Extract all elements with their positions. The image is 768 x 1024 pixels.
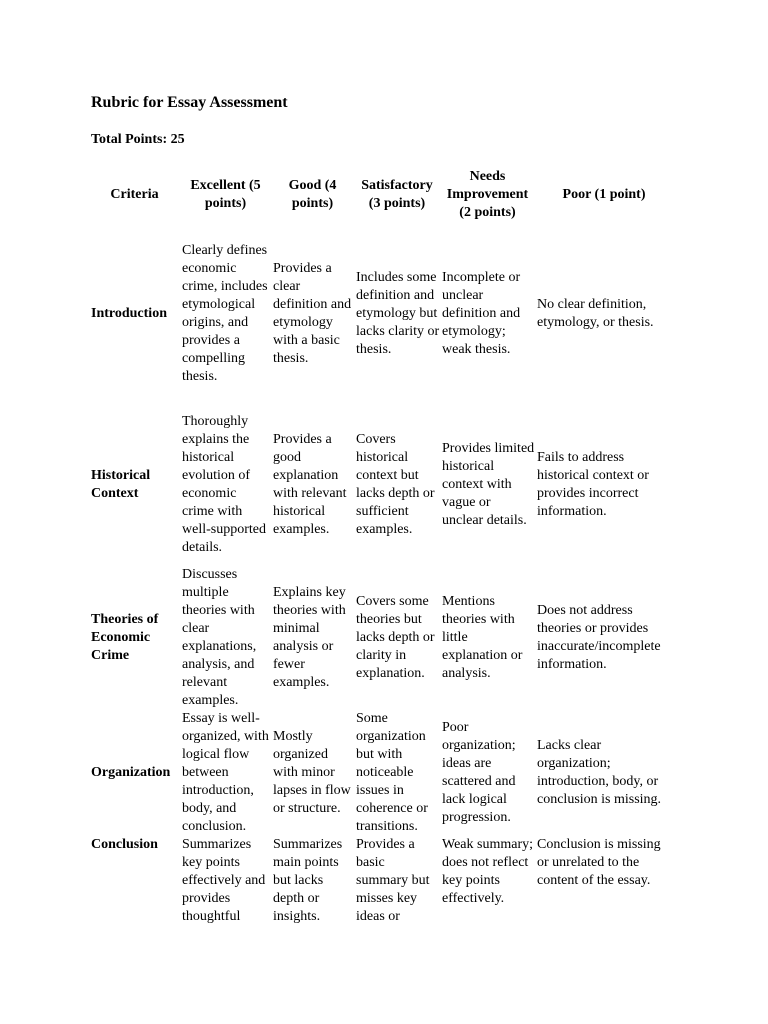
criteria-cell: Organization [91, 765, 171, 781]
satisfactory-cell: Covers some theories but lacks depth or clarity in explanation. [356, 594, 435, 681]
poor-cell: Does not address theories or provides inaccurate/incomplete information. [537, 603, 661, 672]
good-cell: Provides a good explanation with relevant historical examples. [273, 432, 347, 537]
good-cell: Provides a clear definition and etymology with a basic thesis. [273, 261, 352, 366]
header-excellent: Excellent (5 points) [190, 178, 261, 211]
table-row [89, 710, 673, 836]
good-cell: Explains key theories with minimal analysis or fewer examples. [273, 585, 346, 690]
table-header-row [89, 166, 673, 224]
needs-improvement-cell: Provides limited historical context with vague or unclear details. [442, 441, 535, 528]
satisfactory-cell: Provides a basic summary but misses key ideas or [356, 837, 430, 924]
needs-improvement-cell: Mentions theories with little explanation or analysis. [442, 594, 523, 681]
total-points: Total Points: 25 [91, 132, 185, 147]
header-poor: Poor (1 point) [562, 187, 646, 203]
needs-improvement-cell: Weak summary; does not reflect key points effectively. [442, 837, 534, 906]
header-criteria: Criteria [110, 187, 159, 203]
excellent-cell: Clearly defines economic crime, includes etymological origins, and provides a compelling thesis. [182, 243, 268, 384]
needs-improvement-cell: Incomplete or unclear definition and etymology; weak thesis. [442, 270, 521, 357]
header-satisfactory: Satisfactory (3 points) [361, 178, 433, 211]
excellent-cell: Thoroughly explains the historical evolution of economic crime with well-supported details. [182, 414, 266, 555]
poor-cell: Fails to address historical context or provides incorrect information. [537, 450, 649, 519]
rubric-table [89, 166, 673, 926]
good-cell: Summarizes main points but lacks depth or insights. [273, 837, 343, 924]
criteria-cell: Historical Context [91, 468, 151, 501]
good-cell: Mostly organized with minor lapses in flow or structure. [273, 729, 351, 816]
table-row [89, 836, 673, 926]
satisfactory-cell: Covers historical context but lacks depth or sufficient examples. [356, 432, 435, 537]
excellent-cell: Essay is well-organized, with logical flow between introduction, body, and conclusion. [182, 711, 269, 834]
criteria-cell: Theories of Economic Crime [91, 612, 159, 663]
excellent-cell: Discusses multiple theories with clear explanations, analysis, and relevant examples. [182, 567, 257, 708]
poor-cell: Conclusion is missing or unrelated to the content of the essay. [537, 837, 661, 888]
document-title: Rubric for Essay Assessment [91, 94, 288, 111]
needs-improvement-cell: Poor organization; ideas are scattered and lack logical progression. [442, 720, 516, 825]
header-needs-improvement: Needs Improvement (2 points) [446, 169, 529, 220]
criteria-cell: Conclusion [91, 837, 158, 852]
criteria-cell: Introduction [91, 306, 167, 322]
satisfactory-cell: Some organization but with noticeable issues in coherence or transitions. [356, 711, 428, 834]
excellent-cell: Summarizes key points effectively and provides thoughtful [182, 837, 266, 924]
table-row [89, 404, 673, 566]
table-row [89, 224, 673, 404]
poor-cell: Lacks clear organization; introduction, body, or conclusion is missing. [537, 738, 662, 807]
poor-cell: No clear definition, etymology, or thesis. [537, 297, 654, 330]
table-row [89, 566, 673, 710]
header-good: Good (4 points) [288, 178, 337, 211]
satisfactory-cell: Includes some definition and etymology but lacks clarity or thesis. [356, 270, 440, 357]
